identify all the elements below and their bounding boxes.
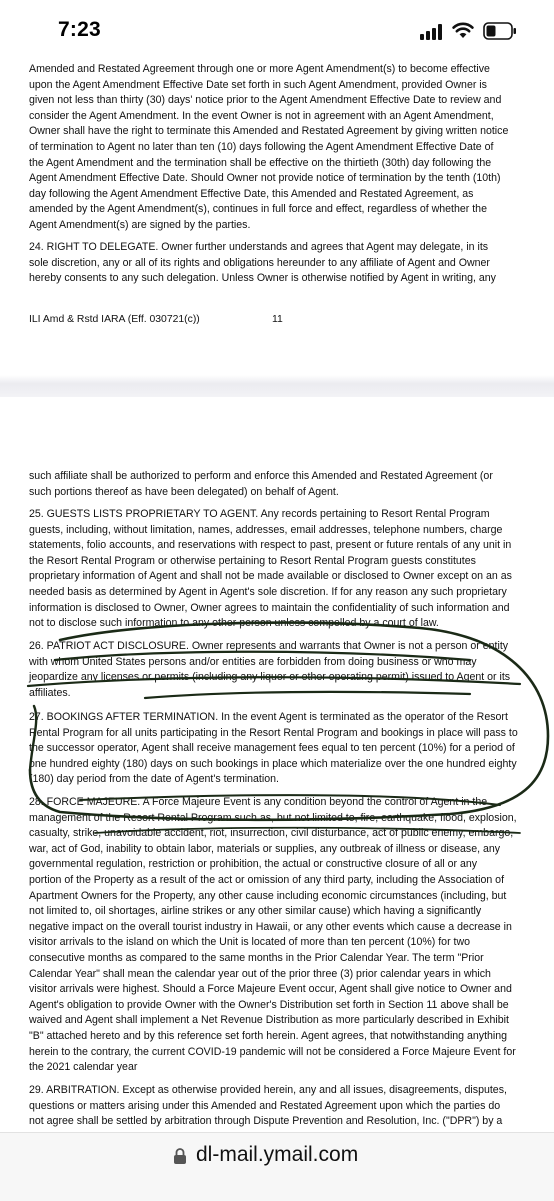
text-line: the Resort Rental Program or otherwise pertaining to Resort Rental Program guests constitutes [29, 554, 476, 567]
section-29-arbitration [29, 1083, 527, 1130]
text-line: "B" attached hereto and by this reference set forth herein. Agent agrees, that notwithstanding anything [29, 1029, 508, 1042]
text-line: 24. RIGHT TO DELEGATE. Owner further understands and agrees that Agent may delegate, in its [29, 241, 489, 253]
page-separator [0, 375, 554, 397]
text-line: 27. BOOKINGS AFTER TERMINATION. In the event Agent is terminated as the operator of the Resort [29, 711, 508, 723]
text-line: information is disclosed to Owner, Owner agrees to maintain the confidentiality of such information and [29, 601, 510, 614]
text-line: visitor arrivals to the island on which the Unit is located of more than ten percent (10%) for two [29, 936, 471, 949]
text-line: Rental Program for all units participating in the Resort Rental Program and bookings in place will pass to [29, 726, 518, 739]
text-line: given not less than thirty (30) days' notice prior to the Agent Amendment Effective Date to review and [29, 94, 502, 107]
lock-icon [173, 1147, 187, 1165]
text-line: visitor arrivals were highest. Should a Force Majeure Event occur, Agent shall give notice to Owner and [29, 983, 512, 996]
status-time: 7:23 [58, 18, 101, 41]
text-line: Apartment Owners for the Property, any other cause including economic circumstances (including, but [29, 889, 507, 902]
text-line: consecutive months as compared to the same months in the Prior Calendar Year. The term "Prior [29, 951, 484, 964]
text-line: governmental regulation, restriction or prohibition, the actual or constructive closure of all or any [29, 858, 478, 871]
text-line: (180) day period from the date of Agent's termination. [29, 773, 279, 786]
text-line: such portions thereof as have been delegated) on behalf of Agent. [29, 485, 339, 498]
section-26-patriot-act [29, 639, 527, 701]
text-line: negative impact on the overall tourist industry in Hawaii, or any other events which cause a decrease in [29, 920, 512, 933]
status-bar [0, 0, 554, 62]
wifi-icon [452, 21, 474, 39]
text-line: waived and Agent shall implement a Net Revenue Distribution as more particularly described in Exhibit [29, 1014, 509, 1027]
text-line: needed basis as determined by Agent in Agent's sole discretion. If for any reason any such proprietary [29, 585, 507, 598]
text-line: guests, including, without limitation, names, addresses, email addresses, telephone numbers, charge [29, 523, 503, 536]
text-line: with whom United States persons and/or entities are forbidden from doing business or who may [29, 655, 477, 668]
section-24-right-to-delegate [29, 240, 527, 287]
text-line: Agent Amendment Effective Date. Should Owner not provide notice of termination by the tenth (10th) [29, 172, 501, 185]
document-page-12 [0, 397, 554, 1132]
text-line: Amended and Restated Agreement through one or more Agent Amendment(s) to become effective [29, 63, 490, 75]
text-line: questions or matters arising under this Amended and Restated Agreement upon which the parties do [29, 1099, 501, 1112]
text-line: 25. GUESTS LISTS PROPRIETARY TO AGENT. Any records pertaining to Resort Rental Program [29, 508, 490, 520]
text-line: not to disclose such information to any other person unless compelled by a court of law. [29, 617, 439, 630]
text-line: consider the Agent Amendment. In the event Owner is not in agreement with an Agent Amendment, [29, 109, 494, 122]
battery-icon [483, 22, 517, 40]
text-line: the 2021 calendar year [29, 1061, 138, 1074]
text-line: Agent Amendment(s) are signed by the parties. [29, 218, 251, 231]
text-line: 29. ARBITRATION. Except as otherwise provided herein, any and all issues, disagreements, disputes, [29, 1084, 507, 1096]
text-line: Agent's obligation to provide Owner with the Owner's Distribution set forth in Section 11 above shall be [29, 998, 509, 1011]
section-28-force-majeure [29, 795, 527, 1076]
text-line: hereby consents to any such delegation. Unless Owner is otherwise notified by Agent in writing, any [29, 272, 496, 285]
cellular-signal-icon [420, 24, 444, 40]
text-line: the Agent Amendment and the termination shall be effective on the thirtieth (30th) day following the [29, 156, 492, 169]
footer-document-id: ILI Amd & Rstd IARA (Eff. 030721(c)) [29, 314, 200, 325]
text-line: day following the Agent Amendment Effective Date, this Amended and Restated Agreement, as [29, 187, 474, 200]
text-line: affiliates. [29, 686, 71, 699]
text-line: statements, folio accounts, and reservations with respect to past, present or future rentals of any unit in [29, 539, 512, 552]
text-line: 26. PATRIOT ACT DISCLOSURE. Owner represents and warrants that Owner is not a person or entity [29, 640, 509, 652]
section-24-continuation [29, 469, 527, 500]
text-line: 28. FORCE MAJEURE. A Force Majeure Event is any condition beyond the control of Agent in the [29, 796, 488, 808]
page-footer [29, 312, 283, 328]
text-line: such affiliate shall be authorized to perform and enforce this Amended and Restated Agreement (or [29, 470, 493, 482]
text-line: of termination to Agent no later than ten (10) days following the Agent Amendment Effective Date of [29, 140, 494, 153]
text-line: casualty, strike, unavoidable accident, riot, insurrection, civil disturbance, act of public enemy, embargo, [29, 827, 514, 840]
text-line: sole discretion, any or all of its rights and obligations hereunder to any affiliate of Agent and Owner [29, 256, 490, 269]
text-line: war, act of God, inability to obtain labor, materials or supplies, any outbreak of illness or disease, any [29, 842, 501, 855]
text-line: the successor operator, Agent shall receive management fees equal to ten percent (10%) for a period of [29, 742, 515, 755]
section-25-guest-lists [29, 507, 527, 632]
section-27-bookings-after-termination [29, 710, 527, 788]
text-line: management of the Resort Rental Program such as, but not limited to, fire, earthquake, flood, explosion, [29, 811, 517, 824]
address-url[interactable]: dl-mail.ymail.com [196, 1143, 359, 1166]
text-line: one hundred eighty (180) days on such bookings in place which materialize over the one hundred eighty [29, 757, 517, 770]
text-line: amended by the Agent Amendment(s), continues in full force and effect, regardless of whether the [29, 203, 487, 216]
document-page-11 [0, 62, 554, 375]
text-line: upon the Agent Amendment Effective Date set forth in such Agent Amendment, provided Owner is [29, 78, 487, 91]
text-line: not agree shall be settled by arbitration through Dispute Prevention and Resolution, Inc. ("DPR") by a [29, 1115, 503, 1128]
text-line: Calendar Year" shall mean the calendar year out of the prior three (3) prior calendar years in which [29, 967, 491, 980]
text-line: herein to the contrary, the current COVID-19 pandemic will not be considered a Force Majeure Event for [29, 1045, 516, 1058]
text-line: Owner shall have the right to terminate this Amended and Restated Agreement by giving written notice [29, 125, 509, 138]
section-23-continuation [29, 62, 527, 234]
text-line: not limited to, oil shortages, airline strikes or any other similar cause) which having a significantly [29, 905, 482, 918]
footer-page-number: 11 [272, 314, 283, 325]
text-line: proprietary information of Agent and shall not be made available or disclosed to Owner except on an as [29, 570, 512, 583]
text-line: portion of the Property as a result of the act or omission of any third party, including the Association of [29, 873, 505, 886]
text-line: jeopardize any licenses or permits (including any liquor or other operating permit) issued to Agent or its [29, 671, 511, 684]
